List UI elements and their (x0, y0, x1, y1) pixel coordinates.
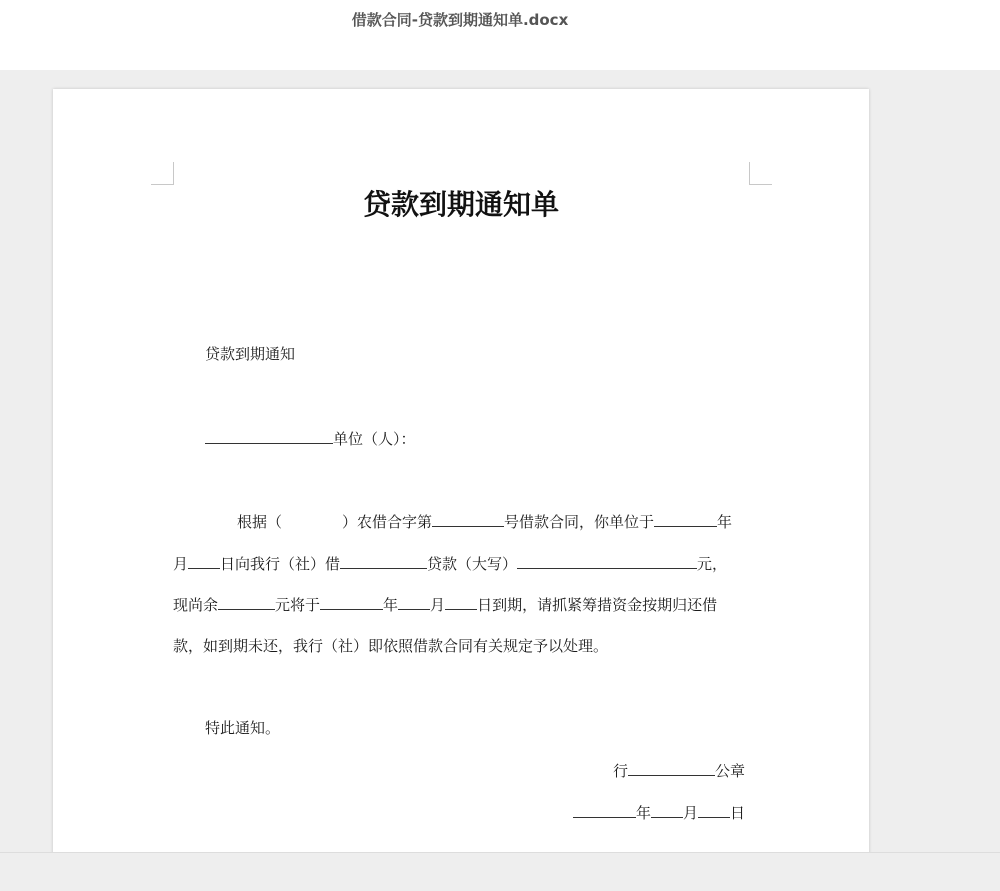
body-text: 号借款合同，你单位于 (504, 513, 655, 531)
body-text: 根据（ (237, 513, 283, 531)
body-text: ）农借合字第 (342, 513, 433, 531)
date-year-label: 年 (636, 804, 652, 822)
subheading (205, 344, 295, 364)
due-month-blank (398, 594, 430, 610)
body-text: 月 (173, 555, 189, 573)
sign-year-blank (573, 802, 636, 818)
bottom-bar (0, 852, 1000, 891)
sign-day-blank (698, 802, 730, 818)
date-day-label: 日 (730, 804, 746, 822)
margin-corner-top-left (151, 162, 174, 185)
amount-words-blank (517, 553, 697, 569)
body-text: 日向我行（社）借 (220, 555, 341, 573)
document-page (53, 89, 869, 889)
document-viewer[interactable] (0, 70, 1000, 890)
seal-prefix: 行 (613, 762, 629, 780)
body-text: 款，如到期未还，我行（社）即依照借款合同有关规定予以处理。 (173, 637, 609, 655)
body-text: 月 (430, 596, 446, 614)
seal-suffix: 公章 (715, 762, 746, 780)
bank-name-blank (628, 760, 715, 776)
date-month-label: 月 (683, 804, 699, 822)
due-year-blank (320, 594, 383, 610)
balance-blank (218, 594, 275, 610)
body-text: 年 (717, 513, 733, 531)
body-text: 贷款（大写） (427, 555, 518, 573)
addressee-suffix: 单位（人）： (333, 430, 416, 448)
body-text: 现尚余 (173, 596, 219, 614)
body-text: 元， (697, 555, 728, 573)
addressee-line (205, 428, 416, 449)
date-line (573, 802, 745, 823)
body-text: 元将于 (275, 596, 321, 614)
addressee-blank (205, 428, 333, 444)
year-blank (654, 511, 717, 527)
document-heading: 贷款到期通知单 (362, 188, 559, 221)
closing-text: 特此通知。 (205, 719, 281, 737)
body-line-3 (173, 594, 717, 615)
body-line-1 (237, 511, 732, 532)
sign-month-blank (651, 802, 683, 818)
seal-line (613, 760, 745, 781)
subheading-text: 贷款到期通知 (205, 345, 296, 363)
due-day-blank (445, 594, 477, 610)
document-title: 借款合同-贷款到期通知单.docx (351, 11, 569, 29)
day-blank (188, 553, 220, 569)
title-bar (0, 0, 1000, 70)
body-text: 日到期，请抓紧筹措资金按期归还借 (477, 596, 718, 614)
closing-line (205, 718, 280, 738)
body-line-2 (173, 553, 727, 574)
contract-no-blank (432, 511, 504, 527)
body-line-4 (173, 636, 608, 656)
body-text: 年 (383, 596, 399, 614)
margin-corner-top-right (749, 162, 772, 185)
amount-blank (340, 553, 427, 569)
